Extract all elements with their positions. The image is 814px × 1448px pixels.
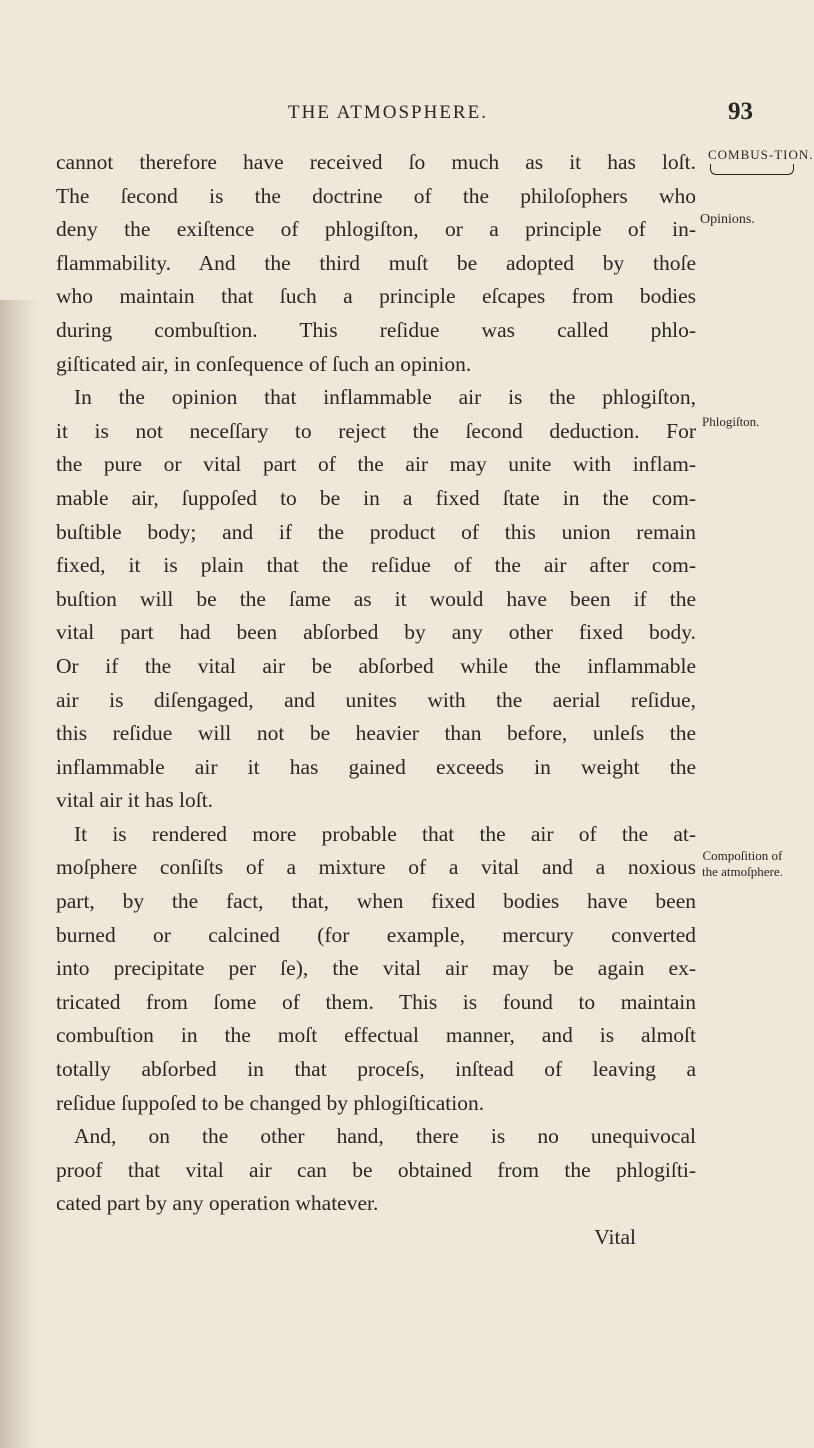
text-line: vital part had been abſorbed by any other fixed body. bbox=[56, 620, 696, 645]
text-line: And, on the other hand, there is no unequivocal bbox=[74, 1124, 696, 1149]
margin-note-composition-line2: the atmoſphere. bbox=[702, 864, 783, 879]
text-line: part, by the fact, that, when fixed bodies have been bbox=[56, 889, 696, 914]
text-line: Or if the vital air be abſorbed while the inflammable bbox=[56, 653, 696, 678]
text-line: In the opinion that inflammable air is the phlogiſton, bbox=[74, 385, 696, 410]
margin-brace bbox=[710, 164, 794, 175]
margin-note-phlogiston: Phlogiſton. bbox=[702, 414, 760, 429]
text-line: deny the exiſtence of phlogiſton, or a principle of in- bbox=[56, 217, 696, 242]
text-line: It is rendered more probable that the air of the at- bbox=[74, 821, 696, 846]
margin-note-composition bbox=[702, 848, 783, 880]
page-gutter-shadow bbox=[0, 300, 40, 1448]
margin-note-opinions: Opinions. bbox=[700, 212, 755, 227]
text-line: mable air, ſuppoſed to be in a fixed ſtate in the com- bbox=[56, 485, 696, 510]
text-line: The ſecond is the doctrine of the philoſophers who bbox=[56, 183, 696, 208]
catchword: Vital bbox=[594, 1225, 636, 1249]
text-line: reſidue ſuppoſed to be changed by phlogiſtication. bbox=[56, 1090, 485, 1115]
text-line: giſticated air, in conſequence of ſuch an opinion. bbox=[56, 351, 472, 376]
text-line: the pure or vital part of the air may unite with inflam- bbox=[56, 452, 696, 477]
text-line: flammability. And the third muſt be adopted by thoſe bbox=[56, 250, 696, 275]
page-header bbox=[0, 100, 800, 140]
text-line: buſtion will be the ſame as it would have been if the bbox=[56, 586, 696, 611]
margin-note-composition-line1: Compoſition of bbox=[702, 848, 783, 863]
page-number: 93 bbox=[728, 98, 753, 125]
text-line: who maintain that ſuch a principle eſcapes from bodies bbox=[56, 284, 696, 309]
text-line: inflammable air it has gained exceeds in weight the bbox=[56, 754, 696, 779]
text-line: this reſidue will not be heavier than before, unleſs the bbox=[56, 721, 696, 746]
text-line: fixed, it is plain that the reſidue of the air after com- bbox=[56, 553, 696, 578]
text-line: moſphere conſiſts of a mixture of a vital and a noxious bbox=[56, 855, 696, 880]
margin-note-combustion-text: COMBUS-TION. bbox=[708, 147, 814, 162]
body-text bbox=[56, 146, 696, 1255]
running-head: THE ATMOSPHERE. bbox=[288, 102, 488, 123]
text-line: burned or calcined (for example, mercury converted bbox=[56, 922, 696, 947]
text-line: cated part by any operation whatever. bbox=[56, 1191, 379, 1216]
text-line: air is diſengaged, and unites with the aerial reſidue, bbox=[56, 687, 696, 712]
text-line: combuſtion in the moſt effectual manner, and is almoſt bbox=[56, 1023, 696, 1048]
text-line: it is not neceſſary to reject the ſecond deduction. For bbox=[56, 418, 696, 443]
margin-note-combustion bbox=[708, 146, 814, 175]
text-line: during combuſtion. This reſidue was called phlo- bbox=[56, 317, 696, 342]
text-line: cannot therefore have received ſo much as it has loſt. bbox=[56, 150, 696, 174]
text-line: proof that vital air can be obtained from the phlogiſti- bbox=[56, 1157, 696, 1182]
text-line: vital air it has loſt. bbox=[56, 788, 214, 813]
text-line: buſtible body; and if the product of this union remain bbox=[56, 519, 696, 544]
text-line: into precipitate per ſe), the vital air may be again ex- bbox=[56, 956, 696, 981]
text-line: tricated from ſome of them. This is found to maintain bbox=[56, 989, 696, 1014]
text-line: totally abſorbed in that proceſs, inſtead of leaving a bbox=[56, 1057, 696, 1082]
